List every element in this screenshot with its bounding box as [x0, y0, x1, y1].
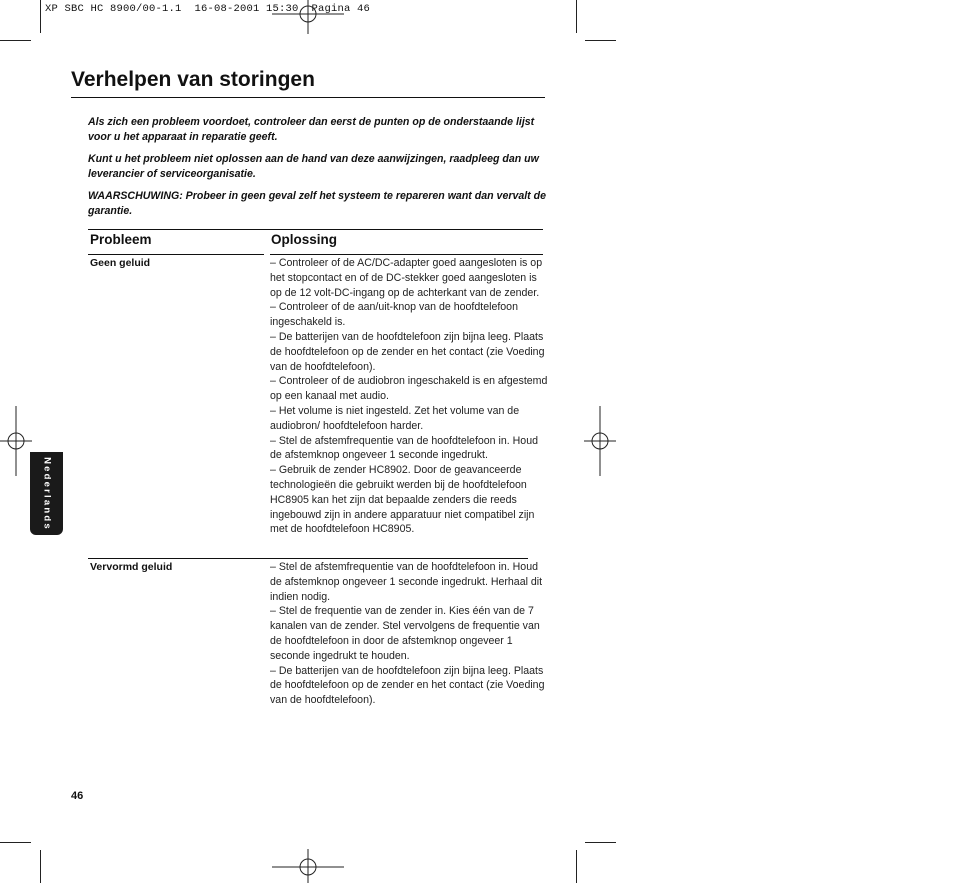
intro-paragraph: Kunt u het probleem niet oplossen aan de hand van deze aanwijzingen, raadpleeg dan uw leverancier of serviceorganisatie. [88, 153, 539, 180]
column-header-solution: Oplossing [271, 232, 338, 247]
column-header-problem: Probleem [90, 232, 152, 247]
title-divider [71, 97, 545, 98]
solution-item: – De batterijen van de hoofdtelefoon zijn bijna leeg. Plaats de hoofdtelefoon op de zender en het contact (zie Voeding van de hoofdtelefoon). [270, 330, 545, 373]
registration-mark-icon [584, 406, 616, 476]
intro-paragraph: Als zich een probleem voordoet, controleer dan eerst de punten op de onderstaande lijst voor u het apparaat in reparatie geeft. [88, 116, 535, 143]
solution-list [270, 256, 550, 537]
table-top-rule [88, 229, 543, 230]
problem-label: Vervormd geluid [90, 561, 173, 573]
solution-item: – Controleer of de audiobron ingeschakeld is en afgestemd op een kanaal met audio. [270, 375, 548, 403]
solution-item: – Gebruik de zender HC8902. Door de geavanceerde technologieën die gebruikt werden bij de hoofdtelefoon HC8905 kan het zijn dat bepaalde zenders die reeds ingebouwd zijn in andere apparatuur niet compatibel zijn met de hoofdtelefoon HC8905. [270, 464, 535, 536]
solution-list [270, 560, 550, 708]
solution-item: – Stel de afstemfrequentie van de hoofdtelefoon in. Houd de afstemknop ongeveer 1 seconde ingedrukt. [270, 434, 538, 462]
header-rule-problem [88, 254, 264, 255]
row-divider [88, 558, 528, 559]
print-slug: XP SBC HC 8900/00-1.1 16-08-2001 15:30 Pagina 46 [45, 3, 371, 15]
crop-mark [585, 842, 616, 843]
problem-label: Geen geluid [90, 257, 151, 269]
language-tab [30, 452, 63, 535]
solution-item: – Stel de afstemfrequentie van de hoofdtelefoon in. Houd de afstemknop ongeveer 1 seconde ingedrukt. Herhaal dit indien nodig. [270, 561, 543, 603]
registration-mark-icon [0, 406, 32, 476]
registration-mark-icon [272, 0, 344, 34]
solution-item: – Het volume is niet ingesteld. Zet het volume van de audiobron/ hoofdtelefoon harder. [270, 404, 520, 432]
crop-mark [40, 850, 41, 883]
crop-mark [585, 40, 616, 41]
header-rule-solution [270, 254, 543, 255]
solution-item: – Stel de frequentie van de zender in. Kies één van de 7 kanalen van de zender. Stel vervolgens de frequentie van de hoofdtelefoon in door de afstemknop ongeveer 1 seconde ingedrukt te houden. [270, 605, 540, 662]
solution-item: – Controleer of de AC/DC-adapter goed aangesloten is op het stopcontact en of de DC-stekker goed aangesloten is op de 12 volt-DC-ingang op de achterkant van de zender. [270, 257, 543, 299]
page-number: 46 [71, 790, 84, 802]
crop-mark [576, 850, 577, 883]
registration-mark-icon [272, 849, 344, 883]
crop-mark [576, 0, 577, 33]
page-title: Verhelpen van storingen [71, 68, 315, 91]
language-tab-label: Nederlands [41, 456, 52, 531]
crop-mark [40, 0, 41, 33]
crop-mark [0, 40, 31, 41]
crop-mark [0, 842, 31, 843]
solution-item: – De batterijen van de hoofdtelefoon zijn bijna leeg. Plaats de hoofdtelefoon op de zender en het contact (zie Voeding van de hoofdtelefoon). [270, 664, 545, 707]
warning-paragraph: WAARSCHUWING: Probeer in geen geval zelf het systeem te repareren want dan vervalt de garantie. [88, 190, 547, 217]
solution-item: – Controleer of de aan/uit-knop van de hoofdtelefoon ingeschakeld is. [270, 301, 518, 329]
